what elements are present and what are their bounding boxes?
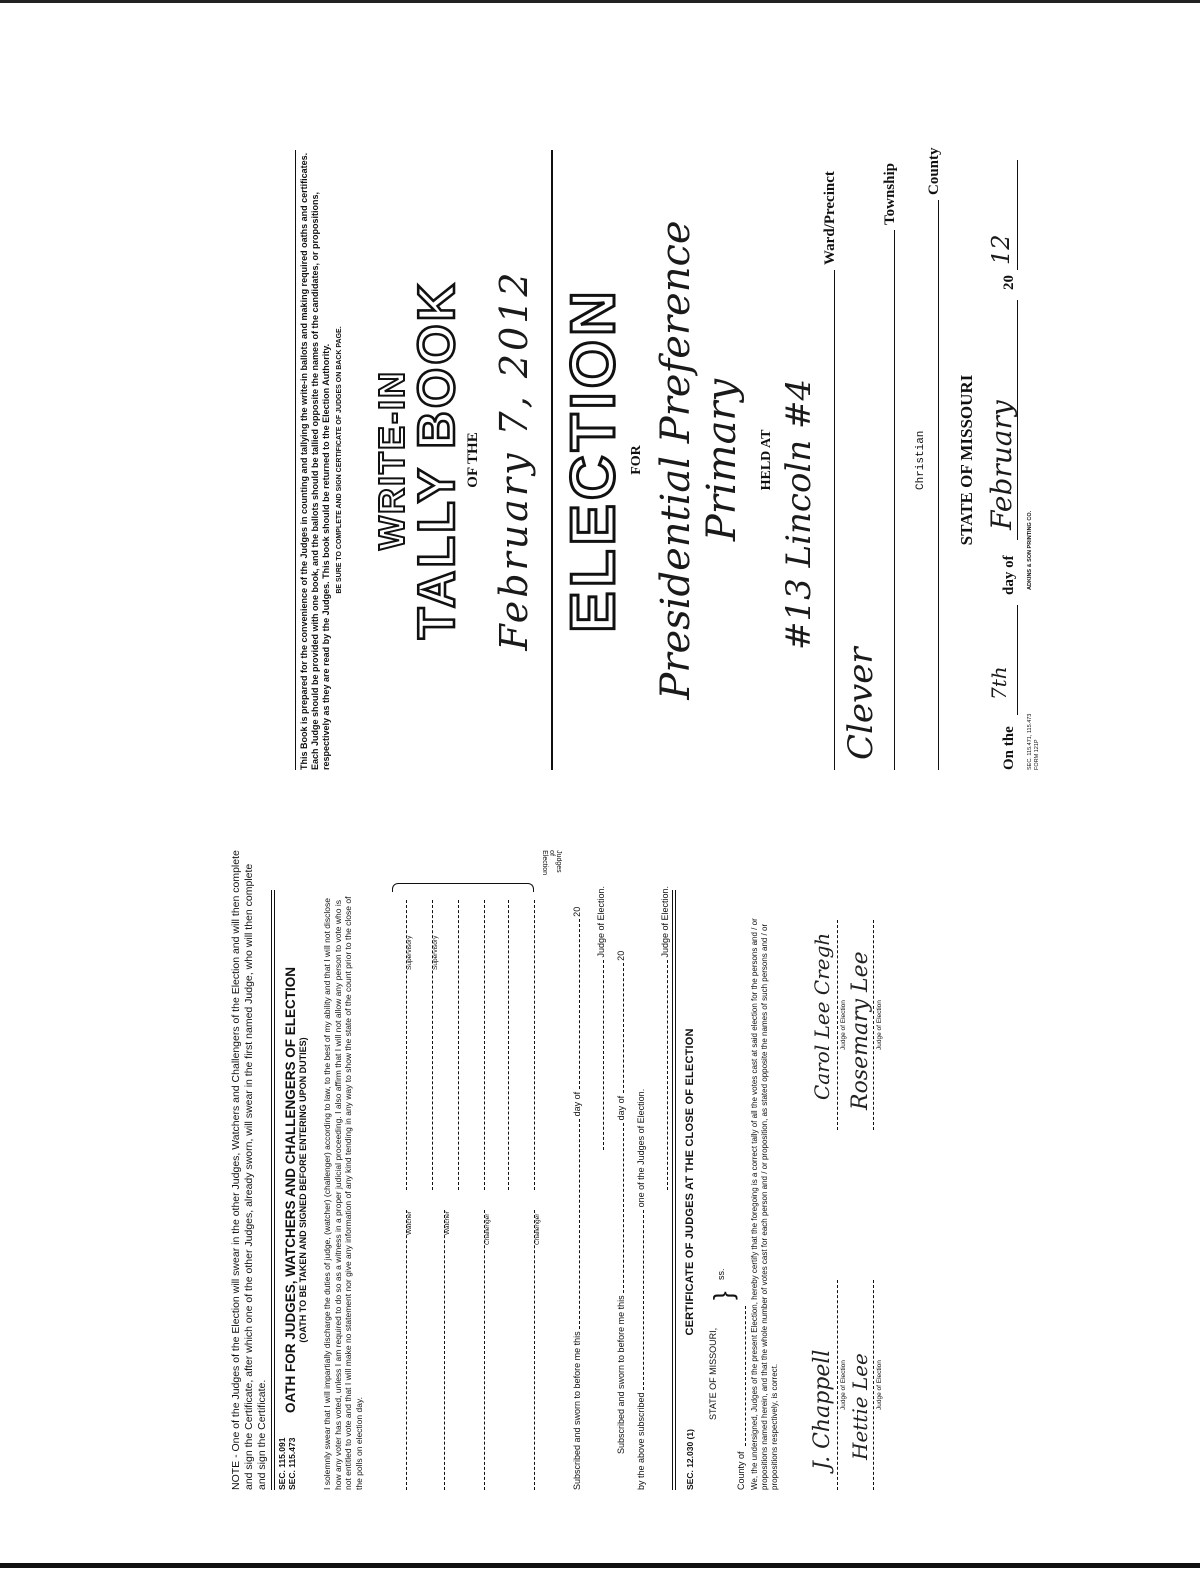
precinct-value: #13 Lincoln #4 <box>779 378 819 650</box>
held-at-text: HELD AT <box>759 429 774 491</box>
township-label: Township <box>882 163 898 225</box>
intro-top-rule <box>295 150 296 770</box>
form-ref: SEC. 115.471, 115.473 <box>1027 713 1033 770</box>
county-of-text: County of <box>736 1451 746 1490</box>
cover-page-panel <box>295 70 1155 770</box>
watcher-label-1: Watcher <box>406 1211 413 1235</box>
judge-line-6 <box>522 900 535 1190</box>
supervisory-label-2: Supervisory <box>432 935 439 970</box>
judge-label-3: Judge of Election <box>840 1000 847 1050</box>
intro-text: This Book is prepared for the convenience of the Judges in counting and tallying the write-in ballots and making required oaths and certificates. Each Judge should be provided with one book, and the ballots should be tallied opposite the names of the candidates, or propositions, respectively as they are read by the Judges. This book should be returned to the Election Authority. <box>299 152 331 770</box>
state-of-missouri-left: STATE OF MISSOURI, <box>708 1327 718 1420</box>
brace: } <box>708 1291 738 1300</box>
year-value: 12 <box>987 234 1015 265</box>
sec-ref-1: SEC. 115.091 <box>277 1437 287 1490</box>
ss-text: ss. <box>716 1268 726 1280</box>
oath-title: OATH FOR JUDGES, WATCHERS AND CHALLENGERS OF ELECTION <box>283 967 298 1414</box>
divider <box>271 890 275 1490</box>
oath-text: I solemnly swear that I will impartially discharge the duties of judge, (watcher) (challenger) according to law, to the best of my ability and that I will not disclose how any voter has voted, unless I am required to do so as a witness in a proper judicial proceeding. I also affirm that I will not allow any person to vote who is not entitled to vote and that I will make no statement nor give any information of any kind tending in any way to show the state of the count prior to the close of the polls on election day. <box>322 896 364 1490</box>
challenger-label-2: Challenger <box>534 1213 541 1245</box>
challenger-label-1: Challenger <box>484 1213 491 1245</box>
cert-sec: SEC. 12.030 (1) <box>685 1429 695 1490</box>
certificate-block <box>680 890 780 1490</box>
supervisory-label-1: Supervisory <box>406 935 413 970</box>
oath-signature-lines <box>384 850 562 1490</box>
by-above-line <box>634 1089 646 1490</box>
top-edge-line <box>0 0 1200 3</box>
ward-precinct-label: Ward/Precinct <box>822 171 838 265</box>
watcher-line-1 <box>394 1210 407 1490</box>
sec-ref-2: SEC. 115.473 <box>287 1437 297 1490</box>
judge-line-4 <box>472 900 485 1190</box>
write-in-heading: WRITE-IN <box>371 370 412 550</box>
county-value: Christian <box>915 430 927 490</box>
on-the-text: On the <box>1001 726 1017 770</box>
date-line <box>987 150 1027 770</box>
election-name: Presidential Preference Primary <box>653 220 745 700</box>
form-no: FORM 121P <box>1034 739 1040 770</box>
township-row <box>835 150 898 770</box>
election-heading: ELECTION <box>559 287 628 633</box>
twenty-2: 20 <box>616 950 626 961</box>
judge-of-election-1: Judge of Election. <box>596 885 606 958</box>
watcher-line-2 <box>432 1210 445 1490</box>
judge-label-2: Judge of Election <box>876 1360 883 1410</box>
year-prefix: 20 <box>1001 275 1017 290</box>
challenger-line-2 <box>522 1210 535 1490</box>
month-value: February <box>985 400 1018 530</box>
subscribed-line-1 <box>570 907 582 1490</box>
day-of-1: day of <box>572 1091 582 1117</box>
signature-2: Hettie Lee <box>848 1353 872 1460</box>
state-heading: STATE OF MISSOURI <box>957 374 976 546</box>
township-value: Clever <box>841 647 881 760</box>
printer: ADKINS & SON PRINTING CO. <box>1027 510 1033 590</box>
ward-precinct-row <box>775 150 838 770</box>
for-text: FOR <box>629 445 644 475</box>
back-page-panel <box>230 790 1030 1490</box>
judge-signatures <box>794 890 914 1490</box>
county-row <box>895 147 942 770</box>
election-date: February 7, 2012 <box>492 269 536 651</box>
twenty-1: 20 <box>572 906 582 917</box>
be-sure-text: BE SURE TO COMPLETE AND SIGN CERTIFICATE OF JUDGES ON BACK PAGE. <box>336 326 343 594</box>
footer <box>1027 150 1043 770</box>
watcher-label-2: Watcher <box>444 1211 451 1235</box>
day-of-2: day of <box>616 1095 626 1121</box>
signature-3: Carol Lee Cregh <box>810 932 834 1100</box>
day-of-text: day of <box>1001 555 1017 595</box>
signature-4: Rosemary Lee <box>848 951 873 1110</box>
subscribed-text-2: Subscribed and sworn to before me this <box>616 1295 626 1454</box>
thick-rule-top <box>551 150 553 770</box>
judge-line-5 <box>496 900 509 1190</box>
challenger-line-1 <box>472 1210 485 1490</box>
judge-label-4: Judge of Election <box>876 1000 883 1050</box>
by-above-text: by the above subscribed <box>636 1392 646 1490</box>
judge-label-1: Judge of Election <box>840 1360 847 1410</box>
judge-of-election-2: Judge of Election. <box>660 885 670 958</box>
judges-bracket <box>392 883 534 892</box>
judge-line-3 <box>446 900 459 1190</box>
state-county-block <box>708 890 750 1490</box>
one-of-judges-text: one of the Judges of Election. <box>636 1088 646 1208</box>
subscribed-text-1: Subscribed and sworn to before me this <box>572 1331 582 1490</box>
note-text: NOTE - One of the Judges of the Election will swear in the other Judges, Watchers and Challengers of the Election and will then complete and sign the Certificate, after which one of the other Judges, already sworn, will swear in the first named Judge, who will then complete and sign the Certificate. <box>230 850 268 1490</box>
judge-sig-line-2 <box>658 886 670 1190</box>
judges-of-election-label: Judges of Election <box>541 850 562 876</box>
judge-sig-line-1 <box>594 886 606 1150</box>
cert-title: CERTIFICATE OF JUDGES AT THE CLOSE OF ELECTION <box>684 1028 696 1336</box>
signature-1: J. Chappell <box>810 1349 835 1470</box>
subscribed-block <box>560 885 690 1490</box>
county-label: County <box>926 147 942 195</box>
of-the-text: OF THE <box>465 432 481 488</box>
certificate-text: We, the undersigned, Judges of the present Election, hereby certify that the foregoing is a correct tally of all the votes cast at said election for the persons and / or propositions named herein, and that the whole number of votes cast for each person and / or proposition, as stated opposite the names of such persons and / or propositions respectively, is correct. <box>750 918 779 1490</box>
subscribed-line-2 <box>614 951 626 1454</box>
oath-subtitle: (OATH TO BE TAKEN AND SIGNED BEFORE ENTERING UPON DUTIES) <box>298 1037 308 1343</box>
day-value: 7th <box>987 666 1011 700</box>
tally-book-heading: TALLY BOOK <box>408 280 466 640</box>
